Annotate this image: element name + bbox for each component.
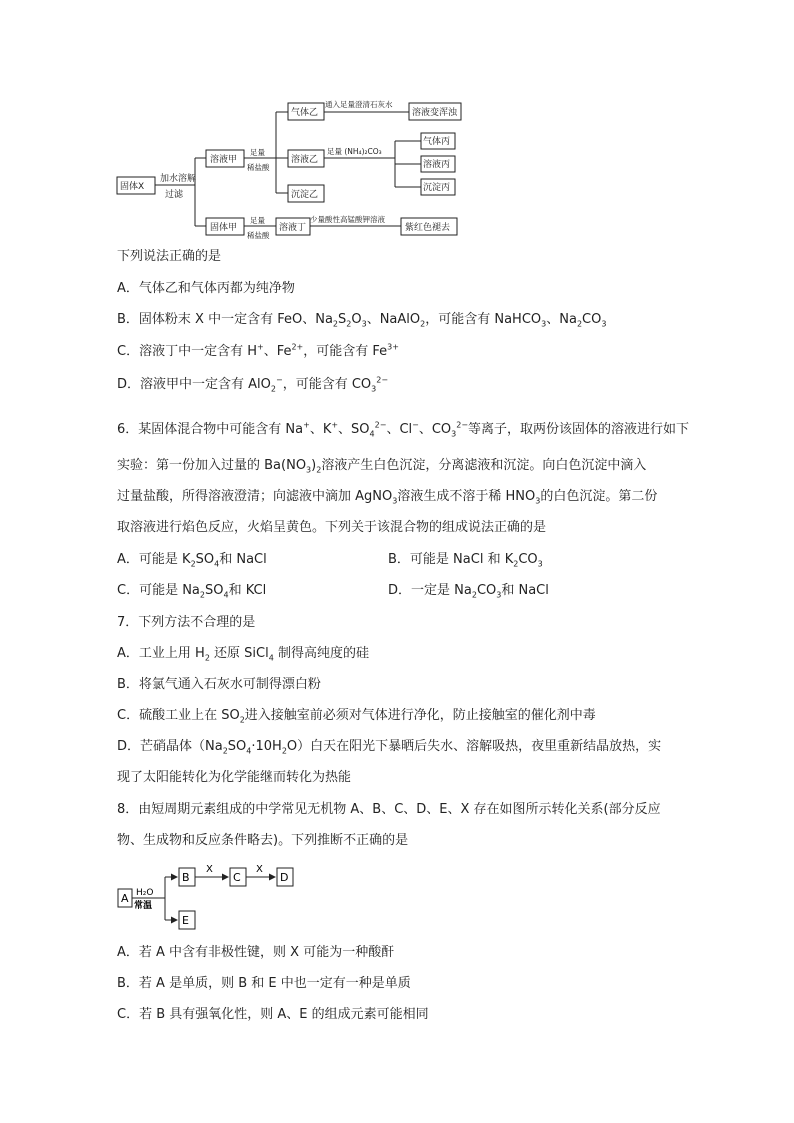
label-x2: X — [256, 864, 263, 875]
box-sol-bing-label: 溶液丙 — [423, 160, 451, 170]
box-gas-bing-label: 气体丙 — [423, 137, 451, 147]
node-a-label: A — [121, 892, 129, 905]
label-hcl2-top: 足量 — [250, 216, 265, 225]
q5-option-b: B．固体粉末 X 中一定含有 FeO、$Na_2S_2O_3$、NaAlO$_2$，可能含有 NaHCO$_3$、$Na_2CO_3$ — [117, 312, 607, 329]
q6-stem-line4: 取溶液进行焰色反应，火焰呈黄色。下列关于该混合物的组成说法正确的是 — [117, 520, 547, 535]
q8-option-a: A．若 A 中含有非极性键，则 X 可能为一种酸酐 — [117, 945, 395, 960]
box-sol-ding-label: 溶液丁 — [279, 223, 307, 233]
label-limewater: 通入足量澄清石灰水 — [325, 100, 393, 109]
q5-option-d: D．溶液甲中一定含有 AlO$_2$−，可能含有 $CO_3^{2-}$ — [117, 375, 389, 394]
q7-option-d-cont: 现了太阳能转化为化学能继而转化为热能 — [117, 770, 352, 785]
box-turbid-label: 溶液变浑浊 — [412, 108, 458, 118]
label-hcl1-bottom: 稀盐酸 — [247, 163, 270, 172]
box-sol-yi-label: 溶液乙 — [291, 155, 319, 165]
q5-option-c: C．溶液丁中一定含有 H+、$Fe^{2+}$，可能含有 $Fe^{3+}$ — [117, 342, 399, 359]
label-h2o: H₂O — [136, 888, 154, 898]
label-kmno4: 少量酸性高锰酸钾溶液 — [310, 215, 385, 224]
q6-option-c: C．可能是 $Na_2SO_4$和 KCl — [117, 583, 267, 600]
q7-option-d: D．芒硝晶体$(Na_2SO_4\cdot 10H_2O)$白天在阳光下暴晒后失水、溶解吸热，夜里重新结晶放热，实 — [117, 739, 662, 756]
box-sol-jia-label: 溶液甲 — [210, 155, 238, 165]
flowchart-solid-x — [0, 0, 794, 250]
q8-stem-line1: 8．由短周期元素组成的中学常见无机物 A、B、C、D、E、X 存在如图所示转化关系(部分反应 — [117, 802, 661, 817]
q8-option-c: C．若 B 具有强氧化性，则 A、E 的组成元素可能相同 — [117, 1007, 429, 1022]
box-solid-jia-label: 固体甲 — [210, 223, 238, 233]
node-b-label: B — [182, 871, 190, 884]
box-solid-x-label: 固体X — [120, 182, 145, 192]
node-c-label: C — [233, 871, 241, 884]
label-filter: 过滤 — [165, 190, 184, 200]
q6-stem-line3: 过量盐酸，所得溶液澄清；向滤液中滴加 AgNO$_3$溶液生成不溶于稀 $HNO_3$的白色沉淀。第二份 — [117, 489, 658, 506]
q5-option-a: A．气体乙和气体丙都为纯净物 — [117, 281, 295, 296]
label-hcl2-bottom: 稀盐酸 — [247, 231, 270, 240]
label-dissolve: 加水溶解 — [160, 174, 197, 184]
q6-option-d: D．一定是 $Na_2CO_3$和 NaCl — [388, 583, 549, 600]
q7-option-a: A．工业上用 $H_2$ 还原 SiCl$_4$ 制得高纯度的硅 — [117, 646, 369, 663]
box-ppt-yi-label: 沉淀乙 — [291, 190, 319, 200]
node-d-label: D — [280, 871, 289, 884]
node-e-label: E — [182, 914, 189, 927]
q5-stem: 下列说法正确的是 — [117, 249, 222, 264]
label-x1: X — [206, 864, 213, 875]
q6-option-a: A．可能是 $K_2SO_4$和 NaCl — [117, 552, 267, 569]
q7-stem: 7．下列方法不合理的是 — [117, 615, 256, 630]
q6-stem-line1: 6．某固体混合物中可能含有 Na+、K+、$SO_4^{2-}$、Cl−、$CO_3^{2-}$等离子，取两份该固体的溶液进行如下 — [117, 420, 690, 439]
q6-option-b: B．可能是 NaCl 和 $K_2CO_3$ — [388, 552, 543, 569]
q7-option-c: C．硫酸工业上在 $SO_2$进入接触室前必须对气体进行净化，防止接触室的催化剂中毒 — [117, 708, 596, 725]
q6-stem-line2: 实验：第一份加入过量的 $Ba(NO_3)_2$溶液产生白色沉淀，分离滤液和沉淀。向白色沉淀中滴入 — [117, 458, 647, 475]
box-gas-yi-label: 气体乙 — [291, 108, 319, 118]
flowchart-abcde — [0, 858, 794, 938]
box-ppt-bing-label: 沉淀丙 — [423, 183, 451, 193]
label-hcl1-top: 足量 — [250, 148, 265, 157]
box-purple-label: 紫红色褪去 — [405, 223, 451, 233]
q8-stem-line2: 物、生成物和反应条件略去)。下列推断不正确的是 — [117, 833, 409, 848]
label-nh4co3: 足量 (NH₄)₂CO₃ — [327, 147, 382, 156]
label-room-temp: 常温 — [134, 901, 153, 911]
q8-option-b: B．若 A 是单质，则 B 和 E 中也一定有一种是单质 — [117, 976, 411, 991]
q7-option-b: B．将氯气通入石灰水可制得漂白粉 — [117, 677, 321, 692]
